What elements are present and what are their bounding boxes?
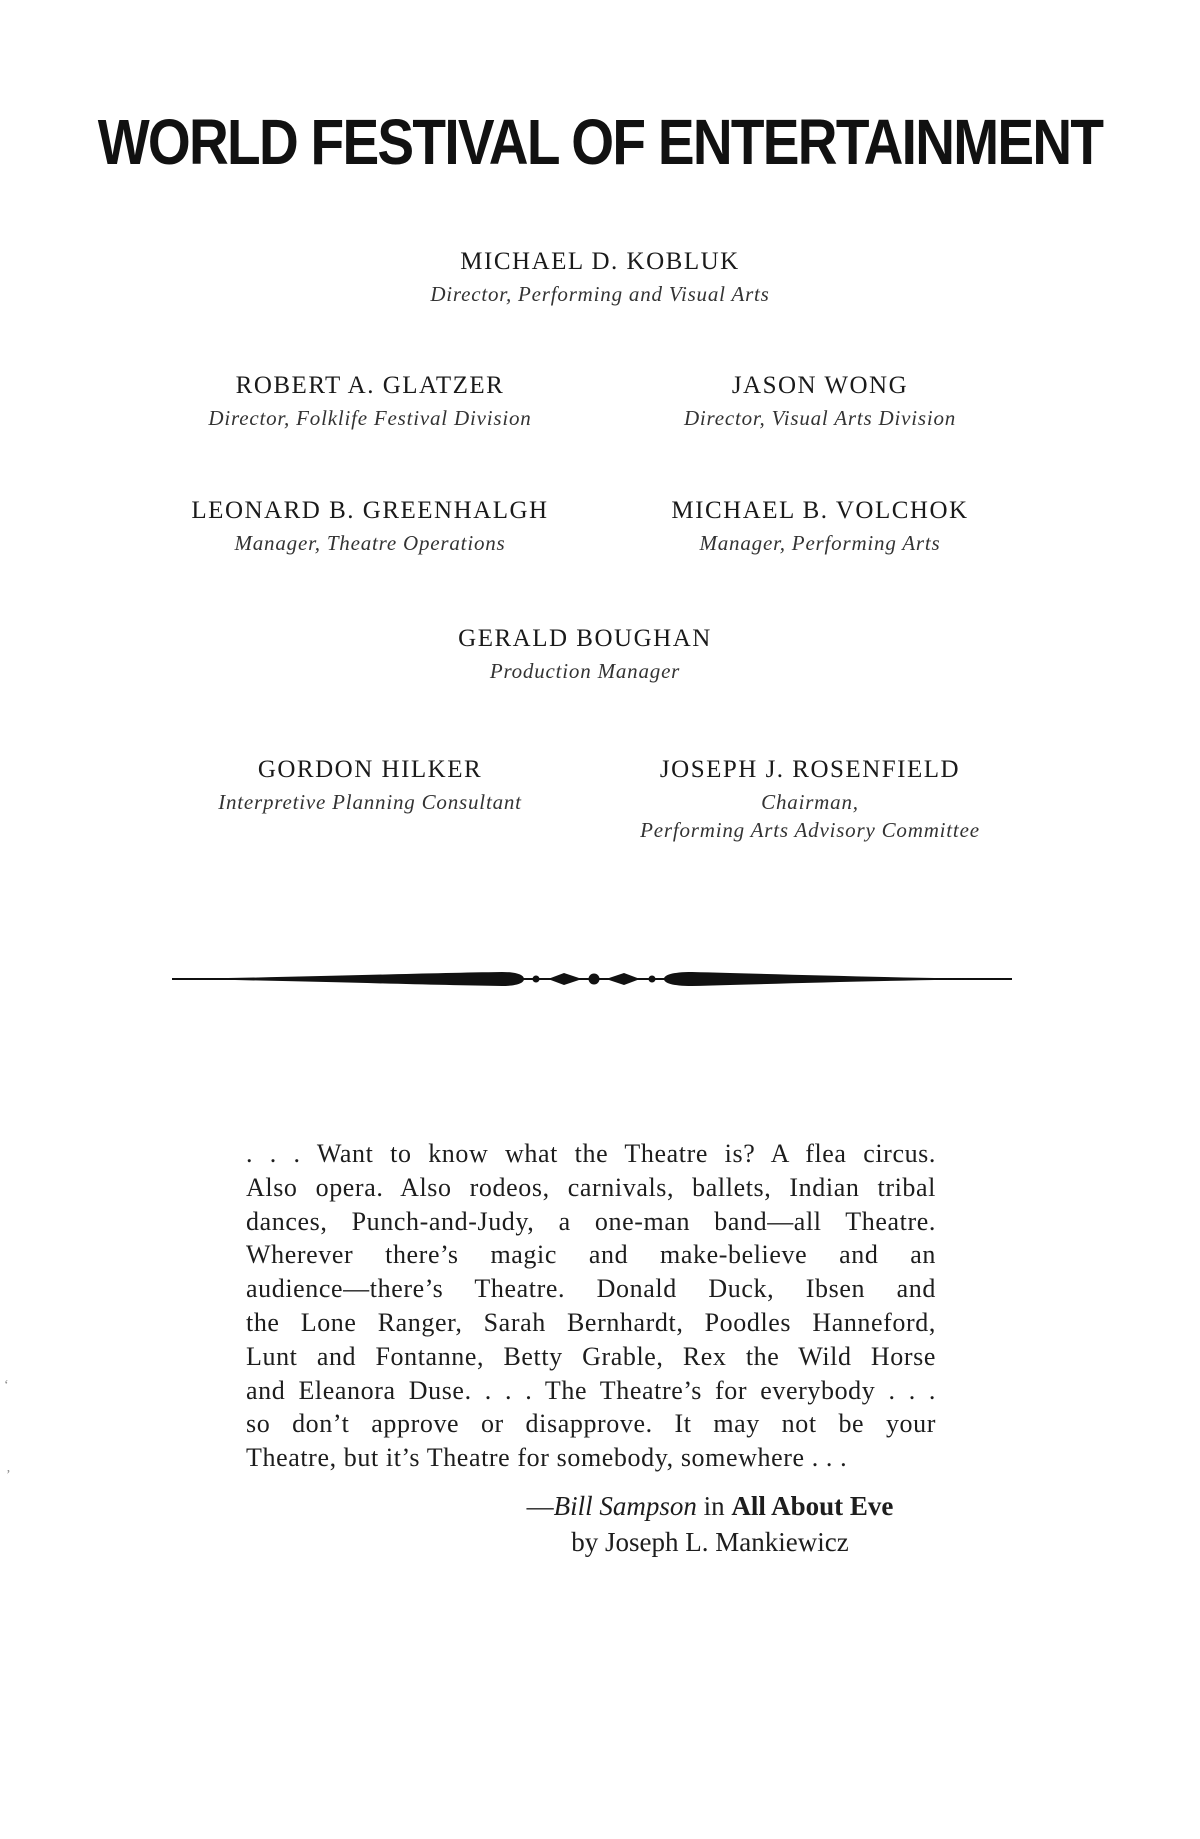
attribution-byline: by Joseph L. Mankiewicz bbox=[571, 1527, 849, 1557]
credit-name: GORDON HILKER bbox=[257, 756, 483, 783]
credit-name: GERALD BOUGHAN bbox=[458, 625, 712, 652]
credit-wong bbox=[600, 372, 1040, 432]
quote-line: Lunt and Fontanne, Betty Grable, Rex the Wild Horse bbox=[246, 1341, 936, 1371]
quote-line: and Eleanora Duse. . . . The Theatre’s for everybody . . . bbox=[246, 1375, 936, 1405]
credit-name: JOSEPH J. ROSENFIELD bbox=[659, 756, 961, 783]
credit-name: MICHAEL D. KOBLUK bbox=[460, 248, 740, 275]
credit-role: Manager, Theatre Operations bbox=[234, 531, 506, 555]
credit-role: Director, Visual Arts Division bbox=[683, 406, 957, 430]
credit-rosenfield bbox=[580, 756, 1040, 844]
credit-role: Director, Folklife Festival Division bbox=[208, 406, 532, 430]
quote-line: . . . Want to know what the Theatre is? A flea circus. bbox=[246, 1139, 936, 1168]
credit-name: ROBERT A. GLATZER bbox=[235, 372, 505, 399]
quote-line: so don’t approve or disapprove. It may not be your bbox=[246, 1409, 936, 1439]
ornamental-divider bbox=[172, 955, 1012, 1003]
quote-line: dances, Punch-and-Judy, a one-man band—all Theatre. bbox=[246, 1206, 936, 1236]
attribution-dash: — bbox=[526, 1491, 554, 1521]
credit-volchok bbox=[600, 497, 1040, 557]
quote-line: Theatre, but it’s Theatre for somebody, somewhere . . . bbox=[246, 1443, 848, 1473]
credit-greenhalgh bbox=[150, 497, 590, 557]
credit-role: Manager, Performing Arts bbox=[699, 531, 941, 555]
credit-role: Production Manager bbox=[489, 659, 681, 683]
credit-name: JASON WONG bbox=[731, 372, 909, 399]
quote-line: Wherever there’s magic and make-believe and an bbox=[246, 1240, 936, 1270]
quote-attribution bbox=[480, 1488, 940, 1560]
credit-role: Performing Arts Advisory Committee bbox=[640, 818, 980, 842]
attribution-speaker: Bill Sampson bbox=[553, 1491, 697, 1521]
quote-line: the Lone Ranger, Sarah Bernhardt, Poodles Hanneford, bbox=[246, 1307, 936, 1337]
margin-speck: ‘ bbox=[4, 1378, 9, 1393]
quote-block bbox=[246, 1137, 936, 1475]
quote-line: audience—there’s Theatre. Donald Duck, Ibsen and bbox=[246, 1274, 936, 1304]
page-title: WORLD FESTIVAL OF ENTERTAINMENT bbox=[97, 106, 1103, 178]
credit-glatzer bbox=[150, 372, 590, 432]
attribution-connector: in bbox=[696, 1491, 732, 1521]
credit-kobluk bbox=[300, 248, 900, 308]
credit-role: Director, Performing and Visual Arts bbox=[430, 282, 770, 306]
quote-line: Also opera. Also rodeos, carnivals, ballets, Indian tribal bbox=[246, 1172, 936, 1202]
attribution-work: All About Eve bbox=[731, 1491, 894, 1521]
credit-hilker bbox=[150, 756, 590, 816]
credit-role: Interpretive Planning Consultant bbox=[218, 790, 522, 814]
margin-speck: ’ bbox=[6, 1468, 11, 1483]
credit-name: LEONARD B. GREENHALGH bbox=[191, 497, 549, 524]
credit-name: MICHAEL B. VOLCHOK bbox=[671, 497, 969, 524]
attribution-line bbox=[480, 1488, 940, 1524]
credit-boughan bbox=[330, 625, 840, 685]
credit-role: Chairman, bbox=[761, 790, 859, 814]
